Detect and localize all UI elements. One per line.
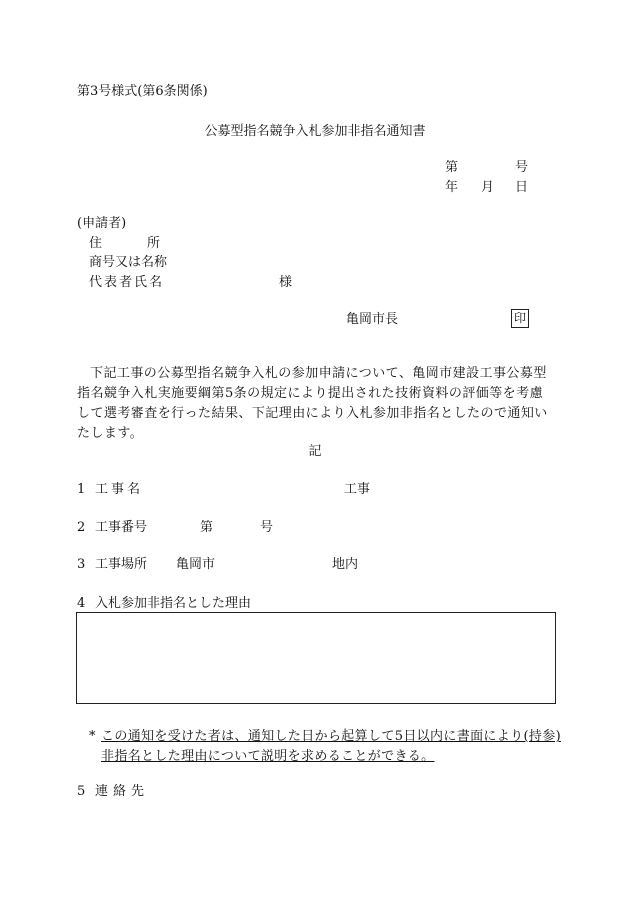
note-asterisk: *	[89, 729, 96, 744]
item3-city: 亀岡市	[176, 557, 216, 572]
item1-label: 工事名	[95, 482, 144, 497]
date-day-label: 日	[515, 180, 529, 195]
item4-number: 4	[77, 596, 86, 611]
item3-number: 3	[77, 557, 86, 572]
company-name-label: 商号又は名称	[89, 255, 168, 270]
notice-body-paragraph: 下記工事の公募型指名競争入札の参加申請について、亀岡市建設工事公募型指名競争入札実施要綱第5条の規定により提出された技術資料の評価等を考慮して選考審査を行った結果、下記理由により入札参加非指名としたので通知いたします。	[77, 366, 548, 441]
item3-label: 工事場所	[95, 557, 148, 572]
item1-suffix: 工事	[344, 482, 371, 497]
item2-prefix: 第	[200, 520, 214, 535]
ki-heading: 記	[308, 444, 322, 459]
seal-stamp-box: 印	[511, 309, 529, 328]
document-title: 公募型指名競争入札参加非指名通知書	[204, 124, 426, 139]
item4-label: 入札参加非指名とした理由	[95, 596, 252, 611]
doc-number-suffix: 号	[515, 160, 529, 175]
item3-suffix: 地内	[332, 557, 359, 572]
date-year-label: 年	[445, 180, 459, 195]
honorific-label: 様	[279, 275, 293, 290]
form-number-label: 第3号様式(第6条関係)	[77, 84, 208, 99]
item5-number: 5	[77, 784, 86, 799]
date-month-label: 月	[481, 180, 495, 195]
note-text: この通知を受けた者は、通知した日から起算して5日以内に書面により(持参)非指名とした理由について説明を求めることができる。	[101, 729, 562, 764]
item2-number: 2	[77, 520, 86, 535]
address-label-part2: 所	[147, 236, 161, 251]
item2-suffix: 号	[260, 520, 274, 535]
issuer-mayor: 亀岡市長	[346, 312, 399, 327]
item5-label: 連絡先	[95, 784, 150, 799]
item1-number: 1	[77, 482, 86, 497]
representative-name-label: 代表者氏名	[89, 275, 165, 290]
applicant-heading: (申請者)	[77, 216, 127, 231]
doc-number-prefix: 第	[445, 160, 459, 175]
address-label-part1: 住	[89, 236, 103, 251]
item2-label: 工事番号	[95, 520, 148, 535]
reason-text-box[interactable]	[76, 612, 556, 704]
